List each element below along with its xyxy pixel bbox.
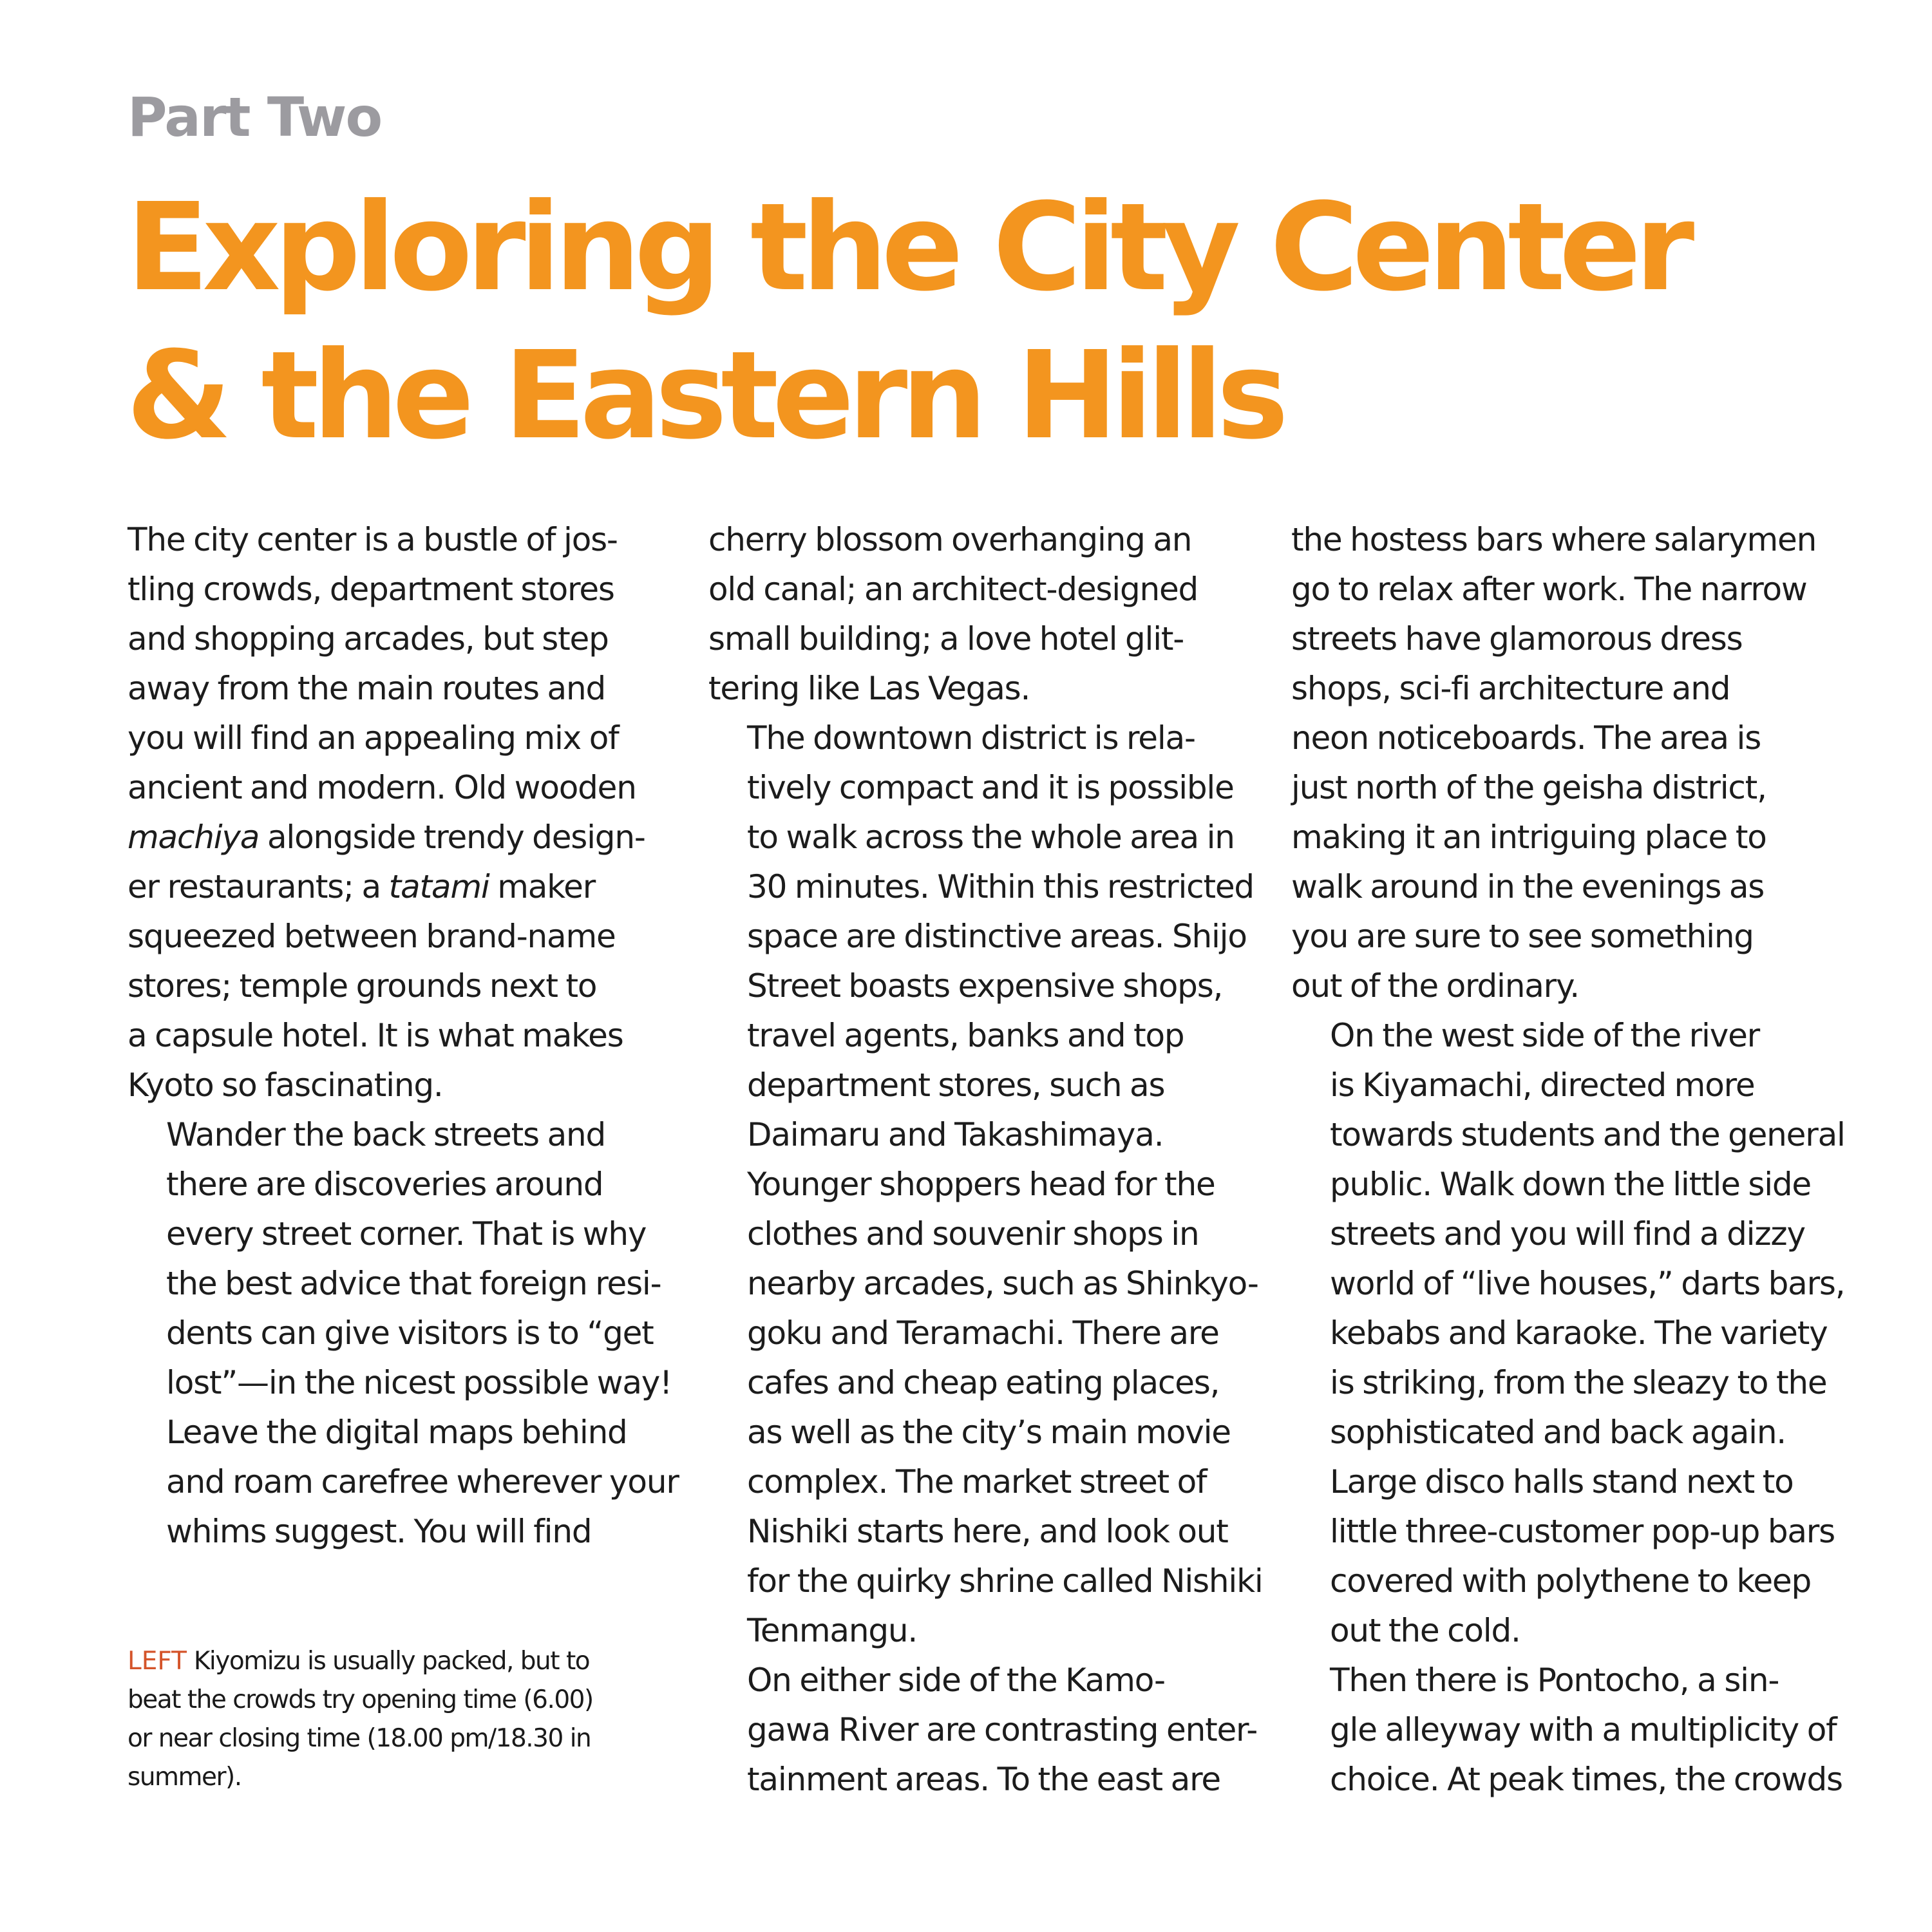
text-line: nearby arcades, such as Shinkyo- (747, 1265, 1258, 1302)
text-line: Leave the digital maps behind (166, 1414, 627, 1451)
text-line: making it an intriguing place to (1291, 819, 1766, 856)
caption-line: summer). (128, 1763, 242, 1792)
body-column-1 (128, 515, 688, 1557)
text-line: Street boasts expensive shops, (747, 967, 1223, 1005)
text-line: is striking, from the sleazy to the (1330, 1364, 1827, 1401)
section-label: Part Two (128, 86, 382, 149)
text-line: is Kiyamachi, directed more (1330, 1066, 1755, 1104)
text-line: travel agents, banks and top (747, 1017, 1184, 1054)
text-line: Then there is Pontocho, a sin- (1330, 1662, 1779, 1699)
text-line: tering like Las Vegas. (708, 670, 1030, 707)
text-line: department stores, such as (747, 1066, 1165, 1104)
text-fragment: alongside trendy design- (259, 819, 645, 856)
text-line: squeezed between brand-name (128, 918, 616, 955)
text-line: tling crowds, department stores (128, 571, 614, 608)
text-line: The city center is a bustle of jos- (128, 521, 618, 558)
text-line: stores; temple grounds next to (128, 967, 597, 1005)
text-line: tainment areas. To the east are (747, 1761, 1220, 1798)
paragraph (128, 515, 688, 1110)
text-line: as well as the city’s main movie (747, 1414, 1231, 1451)
text-line: cherry blossom overhanging an (708, 521, 1192, 558)
text-line: old canal; an architect-designed (708, 571, 1198, 608)
text-line: dents can give visitors is to “get (166, 1314, 654, 1352)
text-line: cafes and cheap eating places, (747, 1364, 1220, 1401)
paragraph (708, 515, 1269, 714)
text-line: sophisticated and back again. (1330, 1414, 1786, 1451)
text-line: On the west side of the river (1330, 1017, 1760, 1054)
text-line: and shopping arcades, but step (128, 620, 609, 658)
text-line: complex. The market street of (747, 1463, 1207, 1501)
text-line: public. Walk down the little side (1330, 1166, 1811, 1203)
text-line: Younger shoppers head for the (747, 1166, 1215, 1203)
text-line: goku and Teramachi. There are (747, 1314, 1219, 1352)
text-line: The downtown district is rela- (747, 719, 1195, 757)
text-line: Wander the back streets and (166, 1116, 606, 1153)
text-line: every street corner. That is why (166, 1215, 647, 1253)
text-line: ancient and modern. Old wooden (128, 769, 636, 806)
text-line: there are discoveries around (166, 1166, 603, 1203)
paragraph (128, 1110, 688, 1557)
text-line: away from the main routes and (128, 670, 605, 707)
text-line: streets have glamorous dress (1291, 620, 1743, 658)
text-line: walk around in the evenings as (1291, 868, 1765, 905)
text-line (128, 813, 688, 862)
text-line: to walk across the whole area in (747, 819, 1235, 856)
page-title-line-1: Exploring the City Center (126, 177, 1689, 318)
text-line: for the quirky shrine called Nishiki (747, 1562, 1263, 1600)
caption-tag: LEFT (128, 1647, 187, 1676)
text-line: just north of the geisha district, (1291, 769, 1766, 806)
text-line: shops, sci-fi architecture and (1291, 670, 1730, 707)
caption-line: beat the crowds try opening time (6.00) (128, 1685, 593, 1714)
text-line: out the cold. (1330, 1612, 1520, 1649)
caption-text: Kiyomizu is usually packed, but to (186, 1647, 590, 1676)
text-line: out of the ordinary. (1291, 967, 1579, 1005)
text-line: small building; a love hotel glit- (708, 620, 1184, 658)
text-line: you are sure to see something (1291, 918, 1754, 955)
text-line: towards students and the general (1330, 1116, 1845, 1153)
text-line: tively compact and it is possible (747, 769, 1234, 806)
text-line: space are distinctive areas. Shijo (747, 918, 1247, 955)
text-line: Large disco halls stand next to (1330, 1463, 1794, 1501)
text-line: neon noticeboards. The area is (1291, 719, 1761, 757)
text-line: you will find an appealing mix of (128, 719, 619, 757)
text-line: lost”—in the nicest possible way! (166, 1364, 672, 1401)
text-line: On either side of the Kamo- (747, 1662, 1165, 1699)
text-line: Tenmangu. (747, 1612, 918, 1649)
text-fragment: er restaurants; a (128, 868, 389, 905)
text-line: the best advice that foreign resi- (166, 1265, 661, 1302)
text-line: a capsule hotel. It is what makes (128, 1017, 623, 1054)
paragraph (1291, 1011, 1858, 1656)
text-line: gawa River are contrasting enter- (747, 1711, 1258, 1748)
caption-line: or near closing time (18.00 pm/18.30 in (128, 1724, 591, 1753)
paragraph (1291, 1656, 1858, 1804)
paragraph (708, 1656, 1269, 1804)
text-fragment: maker (489, 868, 596, 905)
text-line: kebabs and karaoke. The variety (1330, 1314, 1828, 1352)
text-line: 30 minutes. Within this restricted (747, 868, 1254, 905)
text-line: go to relax after work. The narrow (1291, 571, 1807, 608)
paragraph (708, 714, 1269, 1656)
text-line (128, 862, 688, 912)
paragraph (1291, 515, 1858, 1011)
italic-term: tatami (388, 868, 489, 905)
page-title-line-2: & the Eastern Hills (126, 325, 1283, 466)
text-line: gle alleyway with a multiplicity of (1330, 1711, 1837, 1748)
text-line: the hostess bars where salarymen (1291, 521, 1817, 558)
text-line: Kyoto so fascinating. (128, 1066, 443, 1104)
text-line: covered with polythene to keep (1330, 1562, 1811, 1600)
text-line: streets and you will find a dizzy (1330, 1215, 1805, 1253)
text-line: whims suggest. You will find (166, 1513, 592, 1550)
text-line: Daimaru and Takashimaya. (747, 1116, 1164, 1153)
text-line: and roam carefree wherever your (166, 1463, 679, 1501)
text-line: clothes and souvenir shops in (747, 1215, 1199, 1253)
body-column-3 (1291, 515, 1858, 1804)
text-line: world of “live houses,” darts bars, (1330, 1265, 1845, 1302)
text-line: choice. At peak times, the crowds (1330, 1761, 1842, 1798)
text-line: little three-customer pop-up bars (1330, 1513, 1835, 1550)
italic-term: machiya (128, 819, 260, 856)
photo-caption (128, 1642, 617, 1797)
body-column-2 (708, 515, 1269, 1804)
text-line: Nishiki starts here, and look out (747, 1513, 1228, 1550)
page-title (126, 174, 1865, 470)
caption-line (128, 1642, 617, 1681)
